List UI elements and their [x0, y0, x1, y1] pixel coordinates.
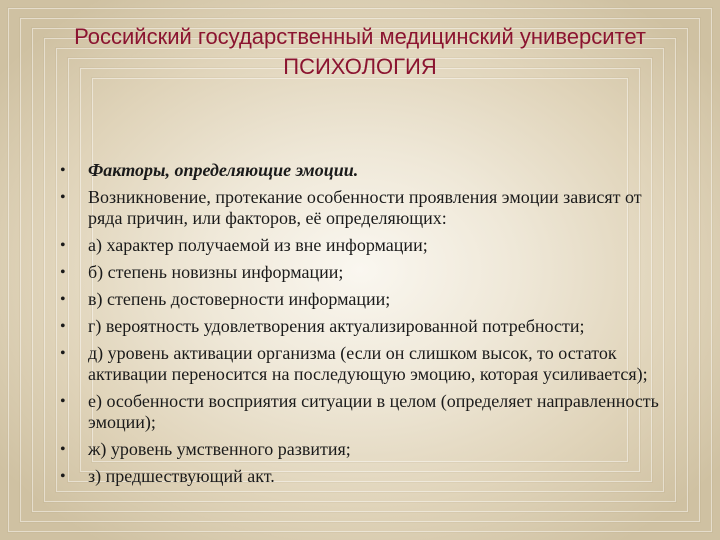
bullet-icon: •: [60, 189, 66, 206]
bullet-list: [60, 160, 670, 493]
list-item-text: б) степень новизны информации;: [88, 262, 344, 282]
bullet-icon: •: [60, 264, 66, 281]
list-item: [60, 187, 670, 229]
bullet-icon: •: [60, 291, 66, 308]
bullet-icon: •: [60, 162, 66, 179]
bullet-icon: •: [60, 441, 66, 458]
list-item: [60, 316, 670, 337]
slide-title: [30, 22, 690, 82]
list-item: [60, 343, 670, 385]
list-item-text: д) уровень активации организма (если он слишком высок, то остаток активации переносится на последующую эмоцию, которая усиливается);: [88, 343, 648, 384]
list-item-text: Возникновение, протекание особенности проявления эмоции зависят от ряда причин, или факторов, её определяющих:: [88, 187, 642, 228]
list-item: [60, 160, 670, 181]
list-item: [60, 235, 670, 256]
list-item: [60, 466, 670, 487]
bullet-icon: •: [60, 345, 66, 362]
list-item-text: е) особенности восприятия ситуации в целом (определяет направленность эмоции);: [88, 391, 659, 432]
list-item: [60, 262, 670, 283]
list-item-text: а) характер получаемой из вне информации;: [88, 235, 428, 255]
list-item-text: з) предшествующий акт.: [88, 466, 275, 486]
list-item: [60, 439, 670, 460]
title-line-university: Российский государственный медицинский университет: [74, 24, 646, 49]
list-item-text: г) вероятность удовлетворения актуализированной потребности;: [88, 316, 585, 336]
bullet-icon: •: [60, 468, 66, 485]
list-item: [60, 289, 670, 310]
list-heading: Факторы, определяющие эмоции.: [88, 160, 359, 180]
title-line-subject: ПСИХОЛОГИЯ: [283, 54, 437, 79]
list-item-text: ж) уровень умственного развития;: [88, 439, 351, 459]
list-item: [60, 391, 670, 433]
list-item-text: в) степень достоверности информации;: [88, 289, 391, 309]
bullet-icon: •: [60, 237, 66, 254]
bullet-icon: •: [60, 318, 66, 335]
bullet-icon: •: [60, 393, 66, 410]
